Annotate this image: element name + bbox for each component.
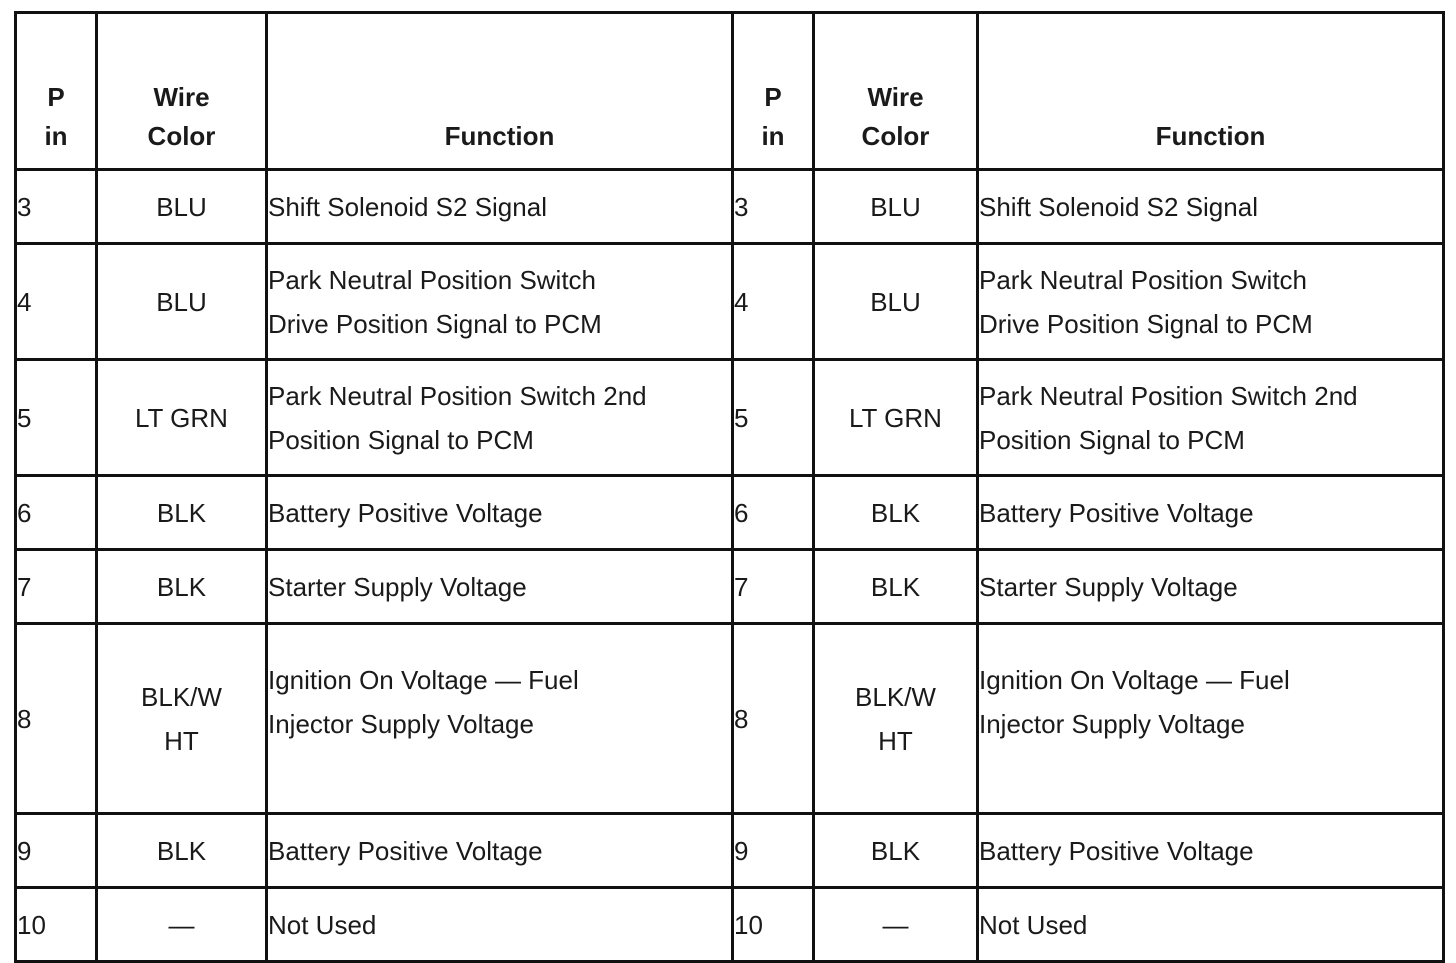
wire-color-cell: —: [97, 888, 267, 962]
pin-cell: 9: [16, 814, 97, 888]
pin-cell: 5: [16, 360, 97, 476]
wire-color-cell: BLK: [97, 814, 267, 888]
wire-color-cell: BLU: [814, 170, 978, 244]
table-row: [16, 244, 1444, 360]
connector-pinout-table: [14, 11, 1445, 963]
function-cell: Starter Supply Voltage: [978, 550, 1444, 624]
function-cell: Battery Positive Voltage: [978, 814, 1444, 888]
wire-color-cell: BLK/WHT: [814, 624, 978, 814]
wire-color-cell: BLK: [814, 550, 978, 624]
pin-cell: 6: [733, 476, 814, 550]
wire-color-cell: LT GRN: [814, 360, 978, 476]
function-cell: Shift Solenoid S2 Signal: [267, 170, 733, 244]
pin-cell: 3: [733, 170, 814, 244]
pin-header: P in: [733, 13, 814, 170]
wire-color-cell: BLK: [814, 476, 978, 550]
function-cell: Park Neutral Position Switch Drive Position Signal to PCM: [267, 244, 733, 360]
function-cell: Not Used: [978, 888, 1444, 962]
function-header: Function: [267, 13, 733, 170]
wire-color-header: Wire Color: [97, 13, 267, 170]
pin-cell: 4: [733, 244, 814, 360]
function-cell: Ignition On Voltage — Fuel Injector Supply Voltage: [267, 624, 733, 814]
pin-header: P in: [16, 13, 97, 170]
wire-color-cell: BLK: [814, 814, 978, 888]
wire-color-cell: —: [814, 888, 978, 962]
pin-cell: 3: [16, 170, 97, 244]
pin-cell: 10: [733, 888, 814, 962]
function-cell: Park Neutral Position Switch 2nd Position Signal to PCM: [267, 360, 733, 476]
table-row: [16, 360, 1444, 476]
wire-color-cell: BLK/WHT: [97, 624, 267, 814]
pin-cell: 5: [733, 360, 814, 476]
function-cell: Battery Positive Voltage: [978, 476, 1444, 550]
pin-cell: 9: [733, 814, 814, 888]
function-cell: Park Neutral Position Switch Drive Position Signal to PCM: [978, 244, 1444, 360]
pin-cell: 8: [16, 624, 97, 814]
wire-color-cell: BLU: [97, 170, 267, 244]
wire-color-cell: BLK: [97, 550, 267, 624]
wire-color-cell: BLK: [97, 476, 267, 550]
pin-cell: 10: [16, 888, 97, 962]
table-row: [16, 624, 1444, 814]
wire-color-cell: LT GRN: [97, 360, 267, 476]
function-cell: Not Used: [267, 888, 733, 962]
pin-cell: 7: [16, 550, 97, 624]
table-row: [16, 814, 1444, 888]
function-cell: Battery Positive Voltage: [267, 476, 733, 550]
function-cell: Starter Supply Voltage: [267, 550, 733, 624]
wire-color-cell: BLU: [97, 244, 267, 360]
header-row: [16, 13, 1444, 170]
table-row: [16, 888, 1444, 962]
pin-cell: 4: [16, 244, 97, 360]
function-cell: Park Neutral Position Switch 2nd Position Signal to PCM: [978, 360, 1444, 476]
pin-cell: 7: [733, 550, 814, 624]
wire-color-cell: BLU: [814, 244, 978, 360]
function-cell: Battery Positive Voltage: [267, 814, 733, 888]
table-row: [16, 476, 1444, 550]
table-row: [16, 550, 1444, 624]
function-cell: Shift Solenoid S2 Signal: [978, 170, 1444, 244]
table-row: [16, 170, 1444, 244]
function-header: Function: [978, 13, 1444, 170]
wire-color-header: Wire Color: [814, 13, 978, 170]
function-cell: Ignition On Voltage — Fuel Injector Supply Voltage: [978, 624, 1444, 814]
pin-cell: 6: [16, 476, 97, 550]
pin-cell: 8: [733, 624, 814, 814]
